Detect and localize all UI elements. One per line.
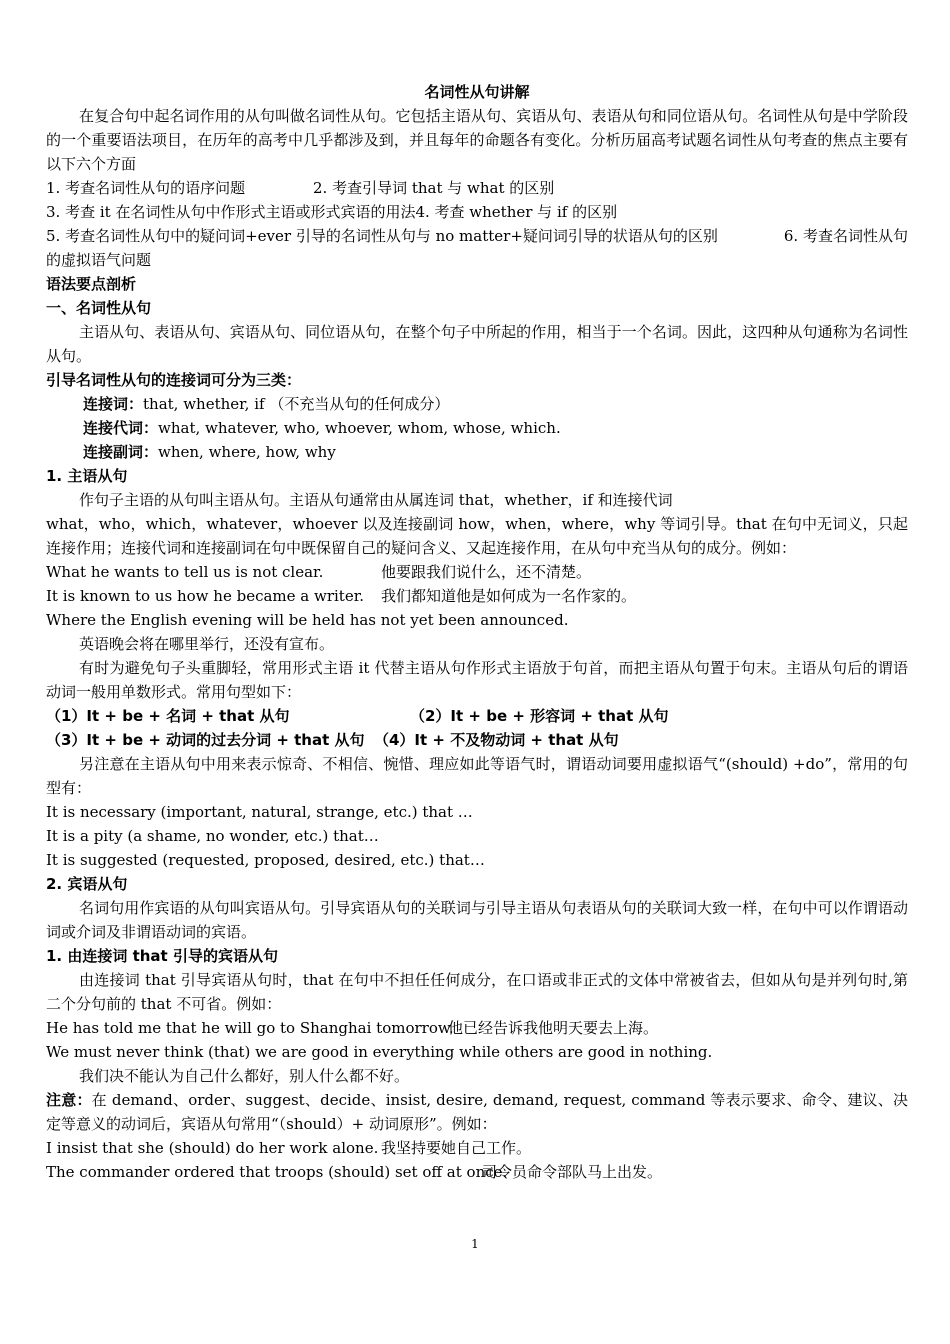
subject-example-1 [46, 560, 908, 584]
page-number: 1 [471, 1237, 479, 1251]
focus-point-4: 4. 考查 whether 与 if 的区别 [415, 203, 618, 221]
example-english: The commander ordered that troops (should) set off at once. [46, 1163, 508, 1181]
subject-example-3-chinese: 英语晚会将在哪里举行，还没有宣布。 [79, 635, 335, 653]
example-english: It is known to us how he became a writer. [46, 587, 364, 605]
subject-example-3-english: Where the English evening will be held has not yet been announced. [46, 611, 569, 629]
object-example-4 [46, 1160, 908, 1184]
focus-point-3: 3. 考查 it 在名词性从句中作形式主语或形式宾语的用法 [46, 203, 416, 221]
subject-clause-para-1: 作句子主语的从句叫主语从句。主语从句通常由从属连词 that，whether，if 和连接代词 [79, 491, 673, 509]
note-label: 注意： [46, 1091, 92, 1109]
note-text: 在 demand、order、suggest、decide、insist, desire, demand, request, command 等表示要求、命令、建议、决定等意义的动词后，宾语从句常用“（should）+ 动词原形”。例如： [46, 1091, 908, 1133]
object-clause-para-2: 由连接词 that 引导宾语从句时，that 在句中不担任任何成分，在口语或非正式的文体中常被省去，但如从句是并列句时,第二个分句前的 that 不可省。例如： [46, 971, 908, 1013]
example-english: He has told me that he will go to Shanghai tomorrow. [46, 1019, 454, 1037]
focus-points-row-1 [46, 176, 908, 200]
section-grammar-heading: 语法要点剖析 [46, 275, 137, 293]
object-clause-para-1: 名词句用作宾语的从句叫宾语从句。引导宾语从句的关联词与引导主语从句表语从句的关联词大致一样，在句中可以作谓语动词或介词及非谓语动词的宾语。 [46, 899, 908, 941]
subjunctive-sentence-2: It is a pity (a shame, no wonder, etc.) that… [46, 827, 379, 845]
connector-adverbs [46, 440, 908, 464]
example-english: What he wants to tell us is not clear. [46, 563, 324, 581]
document-body [46, 80, 908, 1184]
example-chinese: 我坚持要她自己工作。 [381, 1139, 532, 1157]
subject-example-2 [46, 584, 908, 608]
example-chinese: 我们都知道他是如何成为一名作家的。 [381, 587, 637, 605]
object-clause-note [46, 1088, 908, 1136]
subjunctive-sentence-3: It is suggested (requested, proposed, desired, etc.) that… [46, 851, 485, 869]
object-example-1 [46, 1016, 908, 1040]
document-title: 名词性从句讲解 [424, 83, 530, 101]
focus-point-1: 1. 考查名词性从句的语序问题 [46, 179, 246, 197]
focus-points-row-2 [46, 200, 908, 224]
subject-clause-para-2: what，who，which，whatever，whoever 以及连接副词 how，when，where，why 等词引导。that 在句中无词义，只起连接作用；连接代词和连接副词在句中既保留自己的疑问含义、又起连接作用，在从句中充当从句的成分。例如： [46, 515, 908, 557]
section-1-heading: 一、名词性从句 [46, 299, 152, 317]
object-example-3 [46, 1136, 908, 1160]
pattern-3: （3）It + be + 动词的过去分词 + that 从句 [46, 731, 365, 749]
connector-pron-label: 连接代词： [83, 419, 159, 437]
connector-pronouns [46, 416, 908, 440]
pattern-row-1 [46, 704, 908, 728]
focus-point-2: 2. 考查引导词 that 与 what 的区别 [313, 179, 555, 197]
object-clause-subheading: 1. 由连接词 that 引导的宾语从句 [46, 947, 278, 965]
object-clause-heading: 2. 宾语从句 [46, 875, 128, 893]
example-english: I insist that she (should) do her work alone. [46, 1139, 379, 1157]
pattern-2: （2）It + be + 形容词 + that 从句 [410, 707, 669, 725]
pattern-4: （4）It + 不及物动词 + that 从句 [374, 731, 619, 749]
connector-conj-label: 连接词： [83, 395, 144, 413]
connector-conjunctions [46, 392, 908, 416]
connector-adv-text: when, where, how, why [158, 443, 336, 461]
example-chinese: 他要跟我们说什么，还不清楚。 [381, 563, 592, 581]
connector-conj-text: that, whether, if （不充当从句的任何成分） [143, 395, 450, 413]
example-chinese: 他已经告诉我他明天要去上海。 [448, 1019, 659, 1037]
subjunctive-sentence-1: It is necessary (important, natural, strange, etc.) that … [46, 803, 473, 821]
focus-points-row-3 [46, 224, 908, 272]
subject-clause-para-4: 另注意在主语从句中用来表示惊奇、不相信、惋惜、理应如此等语气时，谓语动词要用虚拟语气“(should) +do”，常用的句型有： [46, 755, 908, 797]
intro-paragraph: 在复合句中起名词作用的从句叫做名词性从句。它包括主语从句、宾语从句、表语从句和同位语从句。名词性从句是中学阶段的一个重要语法项目，在历年的高考中几乎都涉及到，并且每年的命题各有变化。分析历届高考试题名词性从句考查的焦点主要有以下六个方面 [46, 107, 908, 173]
object-example-2-chinese: 我们决不能认为自己什么都好，别人什么都不好。 [79, 1067, 410, 1085]
pattern-1: （1）It + be + 名词 + that 从句 [46, 707, 290, 725]
focus-point-6: 6. 考查名词性从句的虚拟语气问题 [46, 227, 908, 269]
connectors-heading: 引导名词性从句的连接词可分为三类： [46, 371, 302, 389]
example-chinese: 司令员命令部队马上出发。 [482, 1163, 663, 1181]
connector-pron-text: what, whatever, who, whoever, whom, whose, which. [158, 419, 561, 437]
pattern-row-2 [46, 728, 908, 752]
connector-adv-label: 连接副词： [83, 443, 159, 461]
subject-clause-para-3: 有时为避免句子头重脚轻，常用形式主语 it 代替主语从句作形式主语放于句首，而把主语从句置于句末。主语从句后的谓语动词一般用单数形式。常用句型如下： [46, 659, 908, 701]
object-example-2-english: We must never think (that) we are good in everything while others are good in nothing. [46, 1043, 713, 1061]
subject-clause-heading: 1. 主语从句 [46, 467, 128, 485]
focus-point-5: 5. 考查名词性从句中的疑问词+ever 引导的名词性从句与 no matter+疑问词引导的状语从句的区别 [46, 227, 718, 245]
section-1-paragraph: 主语从句、表语从句、宾语从句、同位语从句，在整个句子中所起的作用，相当于一个名词。因此，这四种从句通称为名词性从句。 [46, 323, 908, 365]
